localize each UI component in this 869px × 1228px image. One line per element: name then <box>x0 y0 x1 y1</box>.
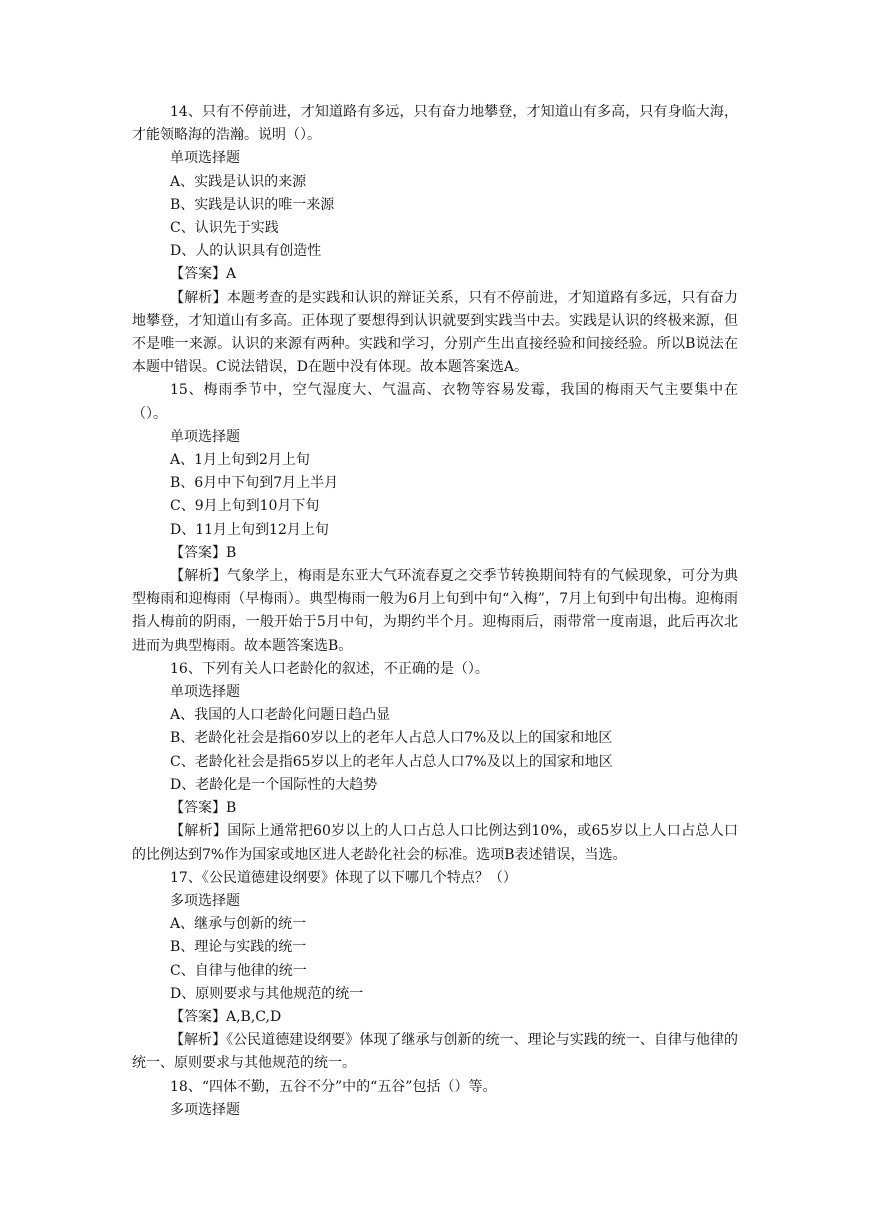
question-14 <box>132 101 738 379</box>
option-b: B、老龄化社会是指60岁以上的老年人占总人口7%及以上的国家和地区 <box>170 730 613 747</box>
analysis: 【解析】国际上通常把60岁以上的人口占总人口比例达到10%，或65岁以上人口占总人口的比例达到7%作为国家或地区进人老龄化社会的标准。选项B表述错误，当选。 <box>132 823 738 863</box>
question-type: 多项选择题 <box>170 1101 240 1118</box>
question-stem: 14、只有不停前进，才知道路有多远，只有奋力地攀登，才知道山有多高，只有身临大海，才能领略海的浩瀚。说明（）。 <box>132 104 738 144</box>
question-type: 多项选择题 <box>170 892 240 909</box>
analysis: 【解析】《公民道德建设纲要》体现了继承与创新的统一、理论与实践的统一、自律与他律的统一、原则要求与其他规范的统一。 <box>132 1032 738 1072</box>
question-stem: 18、“四体不勤，五谷不分”中的“五谷”包括（）等。 <box>170 1078 497 1095</box>
question-15 <box>132 379 738 657</box>
answer: 【答案】B <box>170 800 237 817</box>
option-b: B、实践是认识的唯一来源 <box>170 196 335 213</box>
question-stem: 16、下列有关人口老龄化的叙述，不正确的是（）。 <box>170 660 489 677</box>
option-a: A、我国的人口老龄化问题日趋凸显 <box>170 707 391 724</box>
analysis: 【解析】气象学上，梅雨是东亚大气环流春夏之交季节转换期间特有的气候现象，可分为典型梅雨和迎梅雨（早梅雨）。典型梅雨一般为6月上旬到中旬“入梅”，7月上旬到中旬出梅。迎梅雨指人梅前的阴雨，一般开始于5月中旬，为期约半个月。迎梅雨后，雨带常一度南退，此后再次北进而为典型梅雨。故本题答案选B。 <box>132 568 738 654</box>
option-c: C、自律与他律的统一 <box>170 962 307 979</box>
option-d: D、原则要求与其他规范的统一 <box>170 985 364 1002</box>
option-a: A、1月上旬到2月上旬 <box>170 452 310 469</box>
question-stem: 17、《公民道德建设纲要》体现了以下哪几个特点？（） <box>170 869 517 886</box>
question-16 <box>132 658 738 867</box>
option-b: B、6月中下旬到7月上半月 <box>170 475 339 492</box>
option-c: C、认识先于实践 <box>170 220 279 237</box>
question-type: 单项选择题 <box>170 684 240 701</box>
answer: 【答案】B <box>170 544 237 561</box>
question-18 <box>132 1076 738 1122</box>
option-d: D、11月上旬到12月上旬 <box>170 521 329 538</box>
option-a: A、实践是认识的来源 <box>170 173 307 190</box>
option-b: B、理论与实践的统一 <box>170 939 307 956</box>
question-type: 单项选择题 <box>170 428 240 445</box>
option-c: C、老龄化社会是指65岁以上的老年人占总人口7%及以上的国家和地区 <box>170 753 613 770</box>
question-stem: 15、梅雨季节中，空气湿度大、气温高、衣物等容易发霉，我国的梅雨天气主要集中在（）。 <box>132 382 738 422</box>
question-list <box>132 101 738 1122</box>
option-d: D、人的认识具有创造性 <box>170 243 322 260</box>
answer: 【答案】A <box>170 266 237 283</box>
question-type: 单项选择题 <box>170 150 240 167</box>
option-a: A、继承与创新的统一 <box>170 916 307 933</box>
answer: 【答案】A,B,C,D <box>170 1008 282 1025</box>
question-17 <box>132 867 738 1076</box>
option-c: C、9月上旬到10月下旬 <box>170 498 320 515</box>
analysis: 【解析】本题考查的是实践和认识的辩证关系，只有不停前进，才知道路有多远，只有奋力地攀登，才知道山有多高。正体现了要想得到认识就要到实践当中去。实践是认识的终极来源，但不是唯一来源。认识的来源有两种。实践和学习，分别产生出直接经验和间接经验。所以B说法在本题中错误。C说法错误，D在题中没有体现。故本题答案选A。 <box>132 289 738 376</box>
option-d: D、老龄化是一个国际性的大趋势 <box>170 776 378 793</box>
